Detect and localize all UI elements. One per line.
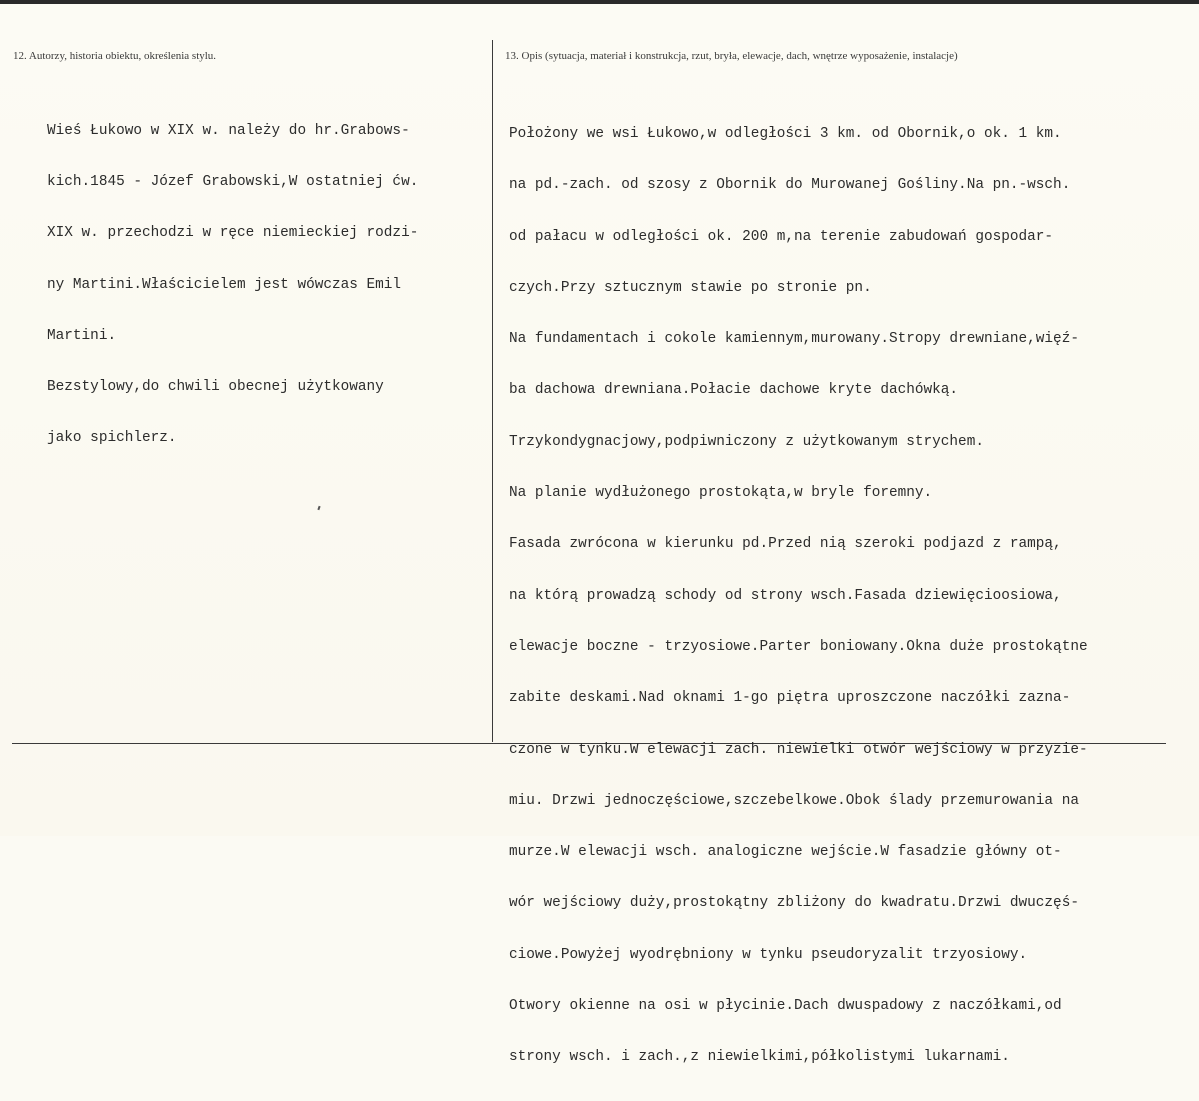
text-line: kich.1845 - Józef Grabowski,W ostatniej ćw. — [47, 174, 419, 191]
field-13-heading: 13. Opis (sytuacja, materiał i konstrukcja, rzut, bryła, elewacje, dach, wnętrze wyposażenie, instalacje) — [505, 50, 958, 62]
ink-speck — [317, 506, 320, 510]
text-line: ciowe.Powyżej wyodrębniony w tynku pseudoryzalit trzyosiowy. — [509, 946, 1028, 963]
text-line: miu. Drzwi jednoczęściowe,szczebelkowe.Obok ślady przemurowania na — [509, 792, 1079, 809]
text-line: na którą prowadzą schody od strony wsch.Fasada dziewięcioosiowa, — [509, 587, 1062, 604]
record-card — [0, 4, 1199, 1066]
text-line: Otwory okienne na osi w płycinie.Dach dwuspadowy z naczółkami,od — [509, 998, 1062, 1015]
text-line: Wieś Łukowo w XIX w. należy do hr.Grabows- — [47, 123, 410, 139]
text-line: murze.W elewacji wsch. analogiczne wejście.W fasadzie główny ot- — [509, 844, 1062, 861]
text-line: na pd.-zach. od szosy z Obornik do Murowanej Gośliny.Na pn.-wsch. — [509, 177, 1071, 194]
text-line: Trzykondygnacjowy,podpiwniczony z użytkowanym strychem. — [509, 433, 984, 450]
text-line: Na fundamentach i cokole kamiennym,murowany.Stropy drewniane,więź- — [509, 331, 1079, 348]
text-line: ny Martini.Właścicielem jest wówczas Emil — [47, 276, 402, 293]
text-line: zabite deskami.Nad oknami 1-go piętra uproszczone naczółki zazna- — [509, 690, 1071, 707]
text-line: Martini. — [47, 327, 117, 344]
text-line: strony wsch. i zach.,z niewielkimi,półkolistymi lukarnami. — [509, 1049, 1010, 1066]
text-line: od pałacu w odległości ok. 200 m,na terenie zabudowań gospodar- — [509, 228, 1054, 245]
text-line: wór wejściowy duży,prostokątny zbliżony do kwadratu.Drzwi dwuczęś- — [509, 895, 1079, 912]
field-12-text — [47, 89, 418, 481]
text-line: Bezstylowy,do chwili obecnej użytkowany — [47, 378, 384, 395]
field-13-text — [509, 92, 1088, 1101]
text-line: czych.Przy sztucznym stawie po stronie pn. — [509, 279, 872, 296]
text-line: jako spichlerz. — [47, 430, 177, 447]
text-line: Położony we wsi Łukowo,w odległości 3 km. od Obornik,o ok. 1 km. — [509, 126, 1062, 142]
text-line: elewacje boczne - trzyosiowe.Parter boniowany.Okna duże prostokątne — [509, 638, 1088, 655]
text-line: XIX w. przechodzi w ręce niemieckiej rodzi- — [47, 225, 419, 242]
field-12-heading: 12. Autorzy, historia obiektu, określenia stylu. — [13, 50, 217, 62]
text-line: czone w tynku.W elewacji zach. niewielki otwór wejściowy w przyzie- — [509, 741, 1088, 758]
text-line: Na planie wydłużonego prostokąta,w bryle foremny. — [509, 485, 933, 502]
column-divider — [492, 40, 493, 742]
text-line: ba dachowa drewniana.Połacie dachowe kryte dachówką. — [509, 382, 959, 399]
text-line: Fasada zwrócona w kierunku pd.Przed nią szeroki podjazd z rampą, — [509, 536, 1062, 553]
